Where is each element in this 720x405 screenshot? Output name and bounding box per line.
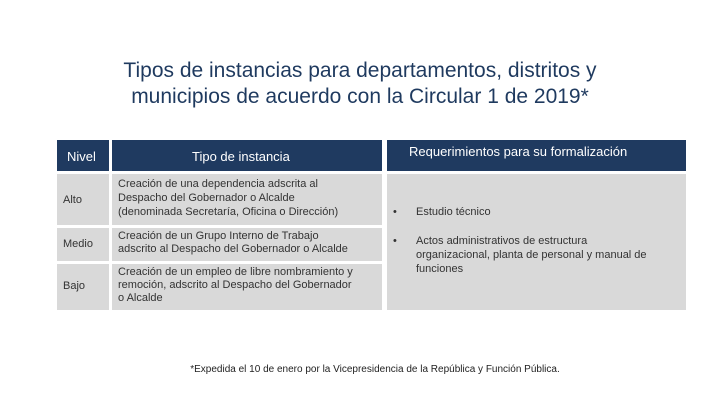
row-bajo-tipo-line-3: o Alcalde [118,292,163,304]
slide-title [60,58,660,110]
slide-title-line-1: Tipos de instancias para departamentos, distritos y [123,59,597,82]
requirement-2-line-3: funciones [416,263,464,275]
header-requerimientos-label: Requerimientos para su formalización [409,144,628,159]
row-alto-nivel-label: Alto [63,194,82,206]
row-medio-nivel [57,228,109,261]
requirement-1-line-1: Estudio técnico [416,206,491,218]
row-bajo-tipo-line-2: remoción, adscrito al Despacho del Gobernador [118,279,352,291]
row-medio-nivel-label: Medio [63,238,93,250]
row-medio-tipo [112,228,382,261]
header-nivel [57,140,109,171]
requirements-cell [387,174,686,310]
requirement-1-bullet: • [393,206,397,218]
row-bajo-tipo-line-1: Creación de un empleo de libre nombramiento y [118,266,353,278]
row-bajo-tipo [112,264,382,310]
row-alto-tipo-line-1: Creación de una dependencia adscrita al [118,178,318,190]
row-bajo-nivel-label: Bajo [63,280,86,292]
header-tipo-label: Tipo de instancia [192,149,290,164]
requirement-2-line-2: organizacional, planta de personal y manual de [416,249,647,261]
row-medio-tipo-line-1: Creación de un Grupo Interno de Trabajo [118,230,319,242]
footnote-text: *Expedida el 10 de enero por la Vicepresidencia de la República y Función Pública. [190,364,560,375]
requirement-2-line-1: Actos administrativos de estructura [416,235,588,247]
row-alto-tipo-line-3: (denominada Secretaría, Oficina o Dirección) [118,206,339,218]
header-nivel-label: Nivel [67,149,96,164]
header-requerimientos [387,140,686,171]
footnote [0,364,720,375]
row-medio-tipo-line-2: adscrito al Despacho del Gobernador o Alcalde [118,243,348,255]
requirement-2-bullet: • [393,235,397,247]
row-alto-nivel [57,174,109,225]
instances-table [57,140,686,310]
row-bajo-nivel [57,264,109,310]
row-alto-tipo [112,174,382,225]
slide-title-line-2: municipios de acuerdo con la Circular 1 de 2019* [131,85,589,108]
row-alto-tipo-line-2: Despacho del Gobernador o Alcalde [118,192,295,204]
header-tipo [112,140,382,171]
